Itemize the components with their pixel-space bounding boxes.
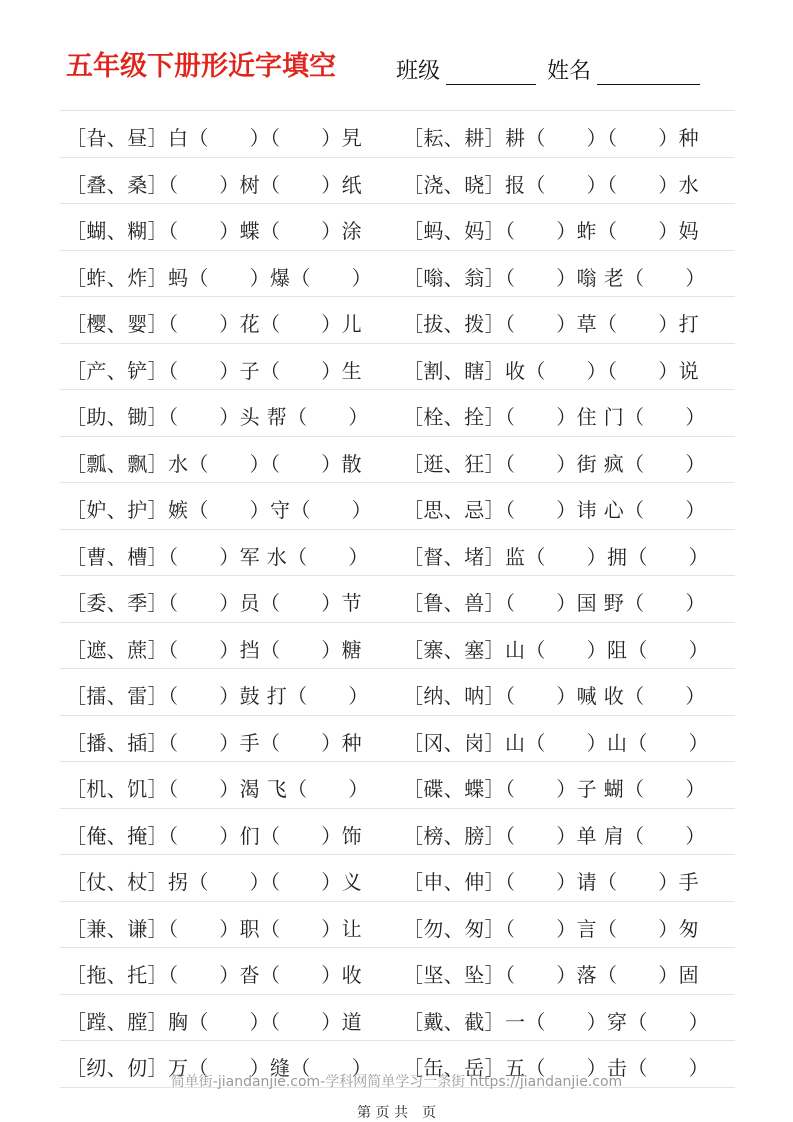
class-blank-line[interactable] bbox=[446, 62, 536, 85]
exercise-row bbox=[60, 715, 735, 762]
exercise-right[interactable]: ［碟、蝶］（ ）子 蝴（ ） bbox=[403, 777, 706, 801]
exercise-right[interactable]: ［寨、塞］山（ ）阻（ ） bbox=[403, 637, 709, 662]
exercise-right[interactable]: ［缶、岳］五（ ）击（ ） bbox=[403, 1056, 709, 1080]
exercise-left[interactable]: ［兼、谦］（ ）职（ ）让 bbox=[66, 916, 362, 941]
exercise-right[interactable]: ［思、忌］（ ）讳 心（ ） bbox=[403, 498, 706, 522]
exercise-row bbox=[60, 250, 735, 297]
exercise-left[interactable]: ［妒、护］嫉（ ）守（ ） bbox=[66, 498, 372, 522]
exercise-row bbox=[60, 575, 735, 622]
exercise-right[interactable]: ［割、瞎］收（ ）（ ）说 bbox=[403, 358, 699, 383]
exercise-left[interactable]: ［俺、掩］（ ）们（ ）饰 bbox=[66, 823, 362, 848]
class-label: 班级 bbox=[396, 59, 441, 84]
exercise-left[interactable]: ［产、铲］（ ）子（ ）生 bbox=[66, 358, 362, 383]
exercise-left[interactable]: ［瓢、飘］水（ ）（ ）散 bbox=[66, 451, 362, 476]
exercise-row bbox=[60, 482, 735, 529]
exercise-left[interactable]: ［擂、雷］（ ）鼓 打（ ） bbox=[66, 684, 369, 708]
exercise-left[interactable]: ［仗、杖］拐（ ）（ ）义 bbox=[66, 870, 362, 894]
worksheet-header bbox=[66, 44, 726, 84]
exercise-left[interactable]: ［蝴、糊］（ ）蝶（ ）涂 bbox=[66, 219, 362, 243]
exercise-row bbox=[60, 389, 735, 436]
exercise-left[interactable]: ［助、锄］（ ）头 帮（ ） bbox=[66, 405, 369, 429]
exercise-left[interactable]: ［遮、蔗］（ ）挡（ ）糖 bbox=[66, 637, 362, 662]
name-field bbox=[547, 54, 700, 85]
exercise-right[interactable]: ［纳、呐］（ ）喊 收（ ） bbox=[403, 684, 706, 708]
exercise-row bbox=[60, 668, 735, 715]
exercise-row bbox=[60, 110, 735, 157]
exercise-left[interactable]: ［蚱、炸］蚂（ ）爆（ ） bbox=[66, 265, 372, 290]
exercise-left[interactable]: ［蹚、膛］胸（ ）（ ）道 bbox=[66, 1009, 362, 1034]
exercise-row bbox=[60, 761, 735, 808]
exercise-left[interactable]: ［樱、婴］（ ）花（ ）儿 bbox=[66, 312, 362, 336]
class-field bbox=[396, 54, 536, 85]
exercise-right[interactable]: ［坚、坠］（ ）落（ ）固 bbox=[403, 963, 699, 987]
exercise-right[interactable]: ［逛、狂］（ ）街 疯（ ） bbox=[403, 451, 706, 476]
exercise-left[interactable]: ［纫、仞］万（ ）缝（ ） bbox=[66, 1056, 372, 1080]
exercise-left[interactable]: ［旮、昼］白（ ）（ ）旯 bbox=[66, 126, 362, 150]
exercise-row bbox=[60, 808, 735, 855]
exercise-right[interactable]: ［栓、拴］（ ）住 门（ ） bbox=[403, 405, 706, 429]
exercise-row bbox=[60, 622, 735, 669]
exercise-right[interactable]: ［冈、岗］山（ ）山（ ） bbox=[403, 730, 709, 755]
exercise-row bbox=[60, 901, 735, 948]
exercise-left[interactable]: ［机、饥］（ ）渴 飞（ ） bbox=[66, 777, 369, 801]
exercise-right[interactable]: ［耘、耕］耕（ ）（ ）种 bbox=[403, 126, 699, 150]
exercise-row bbox=[60, 296, 735, 343]
exercise-row bbox=[60, 947, 735, 994]
watermark-text: 简单街-jiandanjie.com-学科网简单学习一条街 https://jiandanjie.com bbox=[170, 1074, 623, 1090]
exercise-right[interactable]: ［浇、晓］报（ ）（ ）水 bbox=[403, 172, 699, 197]
name-label: 姓名 bbox=[547, 59, 592, 84]
page-title: 五年级下册形近字填空 bbox=[66, 51, 336, 82]
exercise-left[interactable]: ［播、插］（ ）手（ ）种 bbox=[66, 730, 362, 755]
exercise-row bbox=[60, 436, 735, 483]
exercise-right[interactable]: ［申、伸］（ ）请（ ）手 bbox=[403, 870, 699, 894]
exercise-right[interactable]: ［督、堵］监（ ）拥（ ） bbox=[403, 544, 709, 569]
exercise-row bbox=[60, 994, 735, 1041]
exercise-row bbox=[60, 854, 735, 901]
exercise-row bbox=[60, 157, 735, 204]
exercise-right[interactable]: ［鲁、兽］（ ）国 野（ ） bbox=[403, 591, 706, 615]
exercise-left[interactable]: ［拖、托］（ ）沓（ ）收 bbox=[66, 963, 362, 987]
exercise-right[interactable]: ［榜、膀］（ ）单 肩（ ） bbox=[403, 823, 706, 848]
exercise-right[interactable]: ［蚂、妈］（ ）蚱（ ）妈 bbox=[403, 219, 699, 243]
exercise-row bbox=[60, 203, 735, 250]
exercise-right[interactable]: ［勿、匆］（ ）言（ ）匆 bbox=[403, 916, 699, 941]
exercise-right[interactable]: ［戴、截］一（ ）穿（ ） bbox=[403, 1009, 709, 1034]
exercise-left[interactable]: ［曹、槽］（ ）军 水（ ） bbox=[66, 544, 369, 569]
exercise-right[interactable]: ［拔、拨］（ ）草（ ）打 bbox=[403, 312, 699, 336]
exercise-left[interactable]: ［委、季］（ ）员（ ）节 bbox=[66, 591, 362, 615]
exercise-left[interactable]: ［叠、桑］（ ）树（ ）纸 bbox=[66, 172, 362, 197]
exercise-right[interactable]: ［嗡、翁］（ ）嗡 老（ ） bbox=[403, 265, 706, 290]
name-blank-line[interactable] bbox=[597, 62, 700, 85]
exercise-row bbox=[60, 343, 735, 390]
exercise-row bbox=[60, 529, 735, 576]
page-footer: 第 页 共 页 bbox=[357, 1105, 436, 1121]
exercise-table bbox=[60, 110, 735, 1088]
